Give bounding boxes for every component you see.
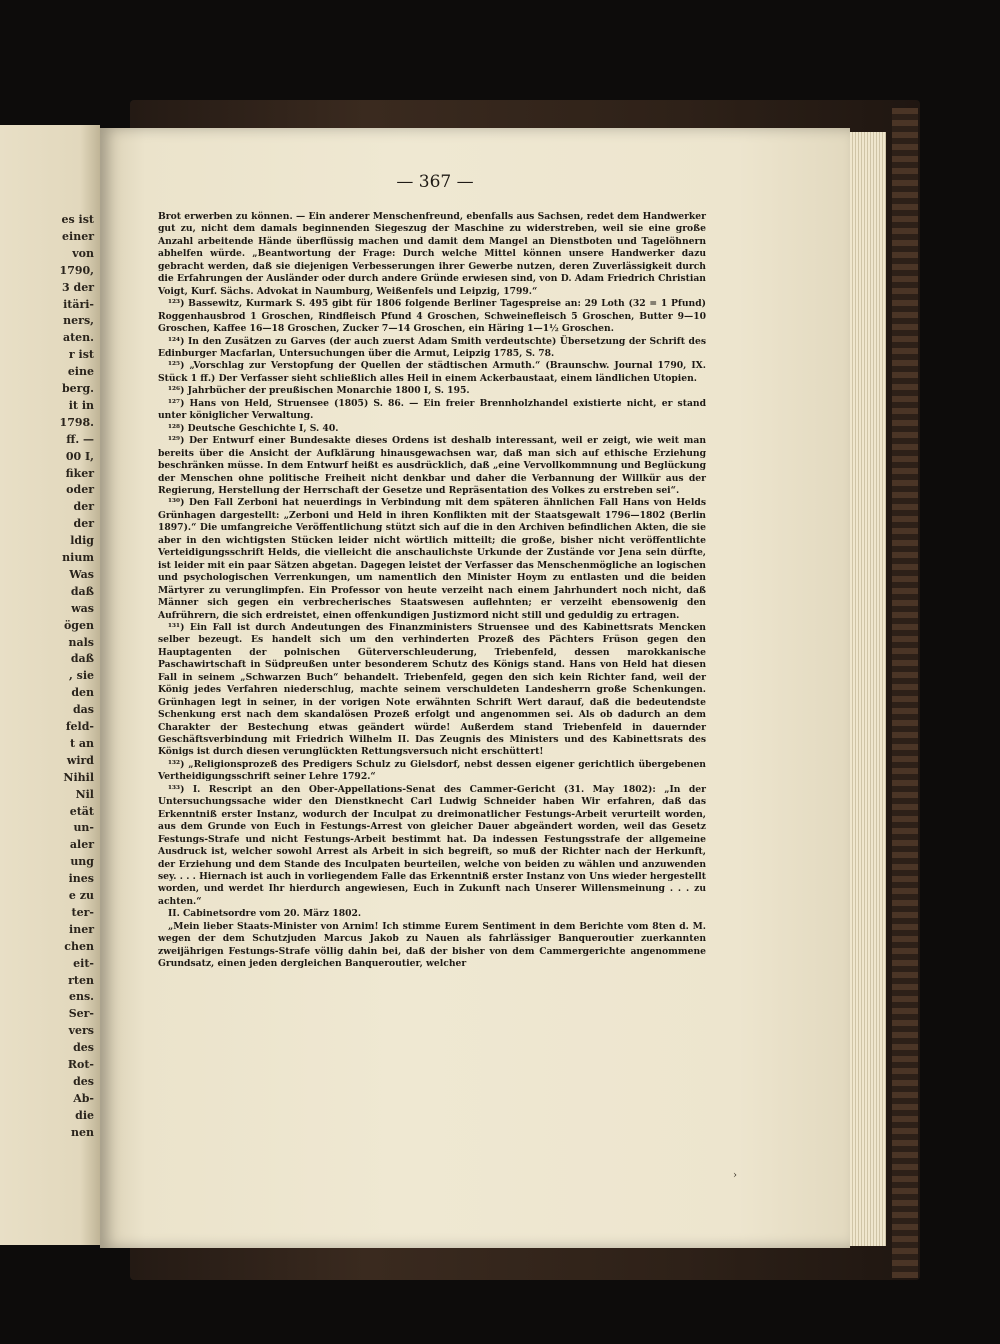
stray-mark: ›	[733, 1170, 737, 1181]
left-page-fragment: un-	[73, 821, 94, 835]
left-page-fragment: chen	[64, 939, 94, 953]
left-page-fragment: Rot-	[67, 1058, 94, 1071]
left-page-fragment: 3 der	[62, 280, 94, 294]
page-text	[158, 211, 706, 971]
left-page-fragment: nen	[71, 1125, 94, 1139]
left-page-fragment: der	[73, 517, 94, 531]
left-page-fragment: ung	[70, 855, 94, 869]
left-page-fragment: fiker	[65, 466, 94, 480]
left-page-fragment: r ist	[68, 348, 94, 362]
cabinet-order-text: „Mein lieber Staats-Minister von Arnim! Ich stimme Eurem Sentiment in dem Berichte vom 8ten d. M. wegen der dem Schutzjuden Marcus Jakob zu Nauen als fahrlässiger Banqueroutier zuerkannten zweijährigen Festungs-Strafe völlig dahin bei, daß der bisher von dem Cammergerichte angenommene Grundsatz, einen jeden dergleichen Banqueroutier, welcher	[158, 920, 706, 970]
left-page-fragment: Nihil	[63, 770, 94, 784]
left-page-fragment: Was	[69, 567, 94, 581]
left-page-fragment: it in	[68, 398, 94, 412]
left-page-fragment: ff. —	[66, 432, 94, 446]
left-page-fragment: es ist	[61, 213, 94, 226]
left-page-fragment: 1790,	[59, 263, 94, 277]
left-page-fragment: Nil	[75, 787, 94, 801]
left-page-fragment: aten.	[62, 331, 94, 345]
left-page-fragment: ter-	[71, 905, 94, 919]
footnote-124: ¹²⁴) In den Zusätzen zu Garves (der auch zuerst Adam Smith verdeutschte) Übersetzung der Schrift des Edinburger Macfarlan, Untersuchungen über die Armut, Leipzig 1785, S. 78.	[158, 335, 706, 359]
left-page-fragment: feld-	[65, 720, 94, 733]
left-page-fragment: den	[71, 686, 94, 700]
footnote-127: ¹²⁷) Hans von Held, Struensee (1805) S. 86. — Ein freier Brennholzhandel existierte nicht, er stand unter königlicher Verwaltung.	[158, 397, 706, 422]
left-page-fragment: ldig	[70, 534, 94, 548]
left-page-fragment: einer	[62, 229, 94, 243]
footnote-133: ¹³³) I. Rescript an den Ober-Appellations-Senat des Cammer-Gericht (31. May 1802): „In der Untersuchungssache wider den Dienstknecht Carl Ludwig Schneider haben Wir erfahren, daß das Erkenntniß erster Instanz, wodurch der Inculpat zu dreimonatlicher Festungs-Arbeit verurteilt worden, aus dem Grunde von Euch in Festungs-Arrest von gleicher Dauer abgeändert worden, weil das Gesetz Festungs-Strafe und nicht Festungs-Arbeit bestimmt hat. Da indessen Festungsstrafe der allgemeine Ausdruck ist, welcher sowohl Arrest als Arbeit in sich begreift, so muß der Richter nach der Herkunft, der Erziehung und dem Stande des Inculpaten beurteilen, welche von beiden zu wählen und anzuwenden sey. . . . Hiernach ist auch in vorliegendem Falle das Erkenntniß erster Instanz von Uns wieder hergestellt worden, und werdet Ihr hierdurch angewiesen, Euch in Zukunft nach Unserer Willensmeinung . . . zu achten.“	[158, 783, 706, 907]
footnote-125: ¹²⁵) „Vorschlag zur Verstopfung der Quellen der städtischen Armuth.“ (Braunschw. Journal 1790, IX. Stück 1 ff.) Der Verfasser sieht schließlich alles Heil in einem Ackerbaustaat, einem ländlichen Utopien.	[158, 360, 706, 384]
footnote-126: ¹²⁶) Jahrbücher der preußischen Monarchie 1800 I, S. 195.	[168, 385, 470, 397]
left-page-fragment: des	[73, 1074, 94, 1088]
left-page-fragment: wird	[66, 753, 94, 767]
left-page-fragment: nium	[62, 551, 94, 564]
footnote-123: ¹²³) Bassewitz, Kurmark S. 495 gibt für 1806 folgende Berliner Tagespreise an: 29 Loth (32 = 1 Pfund) Roggenhausbrod 1 Groschen, Rindfleisch Pfund 4 Groschen, Schweinefleisch 5 Groschen, Butter 9—10 Groschen, Kaffee 16—18 Groschen, Zucker 7—14 Groschen, ein Häring 1—1½ Groschen.	[158, 298, 706, 335]
left-page-fragment: e zu	[68, 889, 94, 902]
left-page-fragment: des	[73, 1041, 94, 1055]
left-page-fragment: vers	[68, 1024, 94, 1038]
left-page-fragment: daß	[70, 584, 94, 598]
left-page-fragment: Ser-	[68, 1007, 94, 1021]
left-page-fragment: 00 I,	[65, 449, 94, 463]
page-number: — 367 —	[396, 172, 474, 192]
left-page-fragment: ögen	[63, 618, 94, 632]
left-page-fragment: ines	[68, 872, 94, 886]
left-page-fragment: Ab-	[73, 1091, 94, 1105]
left-page-fragment: ners,	[63, 314, 94, 328]
left-page-fragment: daß	[70, 652, 94, 666]
left-page-fragment: t an	[69, 736, 94, 750]
footnote-131: ¹³¹) Ein Fall ist durch Andeutungen des Finanzministers Struensee und des Kabinettsrats Mencken selber bezeugt. Es handelt sich um den verhinderten Prozeß des Pächters Früson gegen den Hauptagenten der polnischen Güterverschleuderung, Triebenfeld, dessen marokkanische Paschawirtschaft in Südpreußen unter besonderem Schutz des Königs stand. Hans von Held hat diesen Fall in seinem „Schwarzen Buch“ behandelt. Triebenfeld, gegen den sich kein Richter fand, weil der König jedes Verfahren niederschlug, machte seinem verschuldeten Landesherrn große Schenkungen. Grünhagen legt in seiner, in der vorigen Note erwähnten Schrift Wert darauf, daß die bedeutendste Schenkung erst nach dem skandalösen Prozeß erfolgt und angenommen sei. Als ob dadurch an dem Charakter der Bestechung etwas geändert würde! Außerdem stand Triebenfeld in dauernder Geschäftsverbindung mit Friedrich Wilhelm II. Das Zeugnis des Ministers und des Kabinettsrats des Königs ist durch diesen verunglückten Rettungsversuch nicht erschüttert!	[158, 621, 706, 758]
left-page-fragment: iner	[69, 922, 94, 936]
footnote-130: ¹³⁰) Den Fall Zerboni hat neuerdings in Verbindung mit dem späteren ähnlichen Fall Hans von Helds Grünhagen dargestellt: „Zerboni und Held in ihren Konflikten mit der Staatsgewalt 1796—1802 (Berlin 1897).“ Die umfangreiche Veröffentlichung stützt sich auf die in den Archiven befindlichen Akten, die sie aber in den wichtigsten Stücken leider nicht wörtlich mitteilt; die große, bisher nicht veröffentlichte Verteidigungsschrift Helds, die vielleicht die anschaulichste Urkunde der Zustände vor Jena sein dürfte, ist leider mit ein paar Sätzen abgetan. Dagegen leistet der Verfasser das Menschenmögliche an logischen und psychologischen Verrenkungen, um namentlich den Minister Hoym zu entlasten und die beiden Märtyrer zu verunglimpfen. Ein Professor von heute verzeiht nach einem Jahrhundert noch nicht, daß Männer sich gegen ein verbrecherisches Staatswesen auflehnten; er verzeiht ebensowenig den Aufrührern, die sich erdreistet, einen offenkundigen Justizmord nicht still und geduldig zu ertragen.	[158, 497, 706, 621]
left-page-fragment: aler	[69, 838, 94, 852]
left-page-fragment: etät	[69, 804, 94, 818]
left-page-fragment: das	[72, 703, 94, 717]
left-page-fragment: berg.	[61, 382, 94, 395]
left-page-fragment: die	[75, 1108, 94, 1122]
left-page-fragment: der	[73, 500, 94, 514]
left-page-fragment: ens.	[68, 990, 94, 1004]
left-page-fragment: was	[71, 601, 94, 615]
paragraph-continuation: Brot erwerben zu können. — Ein anderer Menschenfreund, ebenfalls aus Sachsen, redet dem Handwerker gut zu, nicht dem damals beginnenden Siegeszug der Maschine zu widerstreben, weil sie eine große Anzahl arbeitende Hände überflüssig machen und damit dem Mangel an Dienstboten und Tagelöhnern abhelfen würde. „Beantwortung der Frage: Durch welche Mittel können unsere Handwerker dazu gebracht werden, daß sie diejenigen Verbesserungen ihrer Gewerbe nutzen, deren Zuverlässigkeit durch die Erfahrungen der Ausländer oder durch andere Gründe erwiesen sind, von D. Adam Friedrich Christian Voigt, Kurf. Sächs. Advokat in Naumburg, Weißenfels und Leipzig, 1799.“	[158, 211, 706, 297]
left-page-fragment: von	[72, 246, 94, 260]
left-page-fragment: rten	[68, 973, 94, 987]
left-page-fragment: 1798.	[59, 415, 94, 429]
cabinet-order-heading: II. Cabinetsordre vom 20. März 1802.	[168, 908, 362, 920]
page-block-edges	[850, 132, 886, 1246]
footnote-129: ¹²⁹) Der Entwurf einer Bundesakte dieses Ordens ist deshalb interessant, weil er zeigt, wie weit man bereits über die Ansicht der Aufklärung hinausgewachsen war, daß man sich auf ethische Erziehung beschränken müsse. In dem Entwurf heißt es ausdrücklich, daß „eine Vervollkommnung und Beglückung der Menschen ohne politische Freiheit nicht denkbar und daher die Verbannung der Willkür aus der Regierung, Herstellung der Herrschaft der Gesetze und Repräsentation des Volkes zu erstreben sei“.	[158, 435, 706, 496]
cover-edge	[892, 108, 918, 1278]
footnote-132: ¹³²) „Religionsprozeß des Predigers Schulz zu Gielsdorf, nebst dessen eigener gerichtlich übergebenen Vertheidigungsschrift seiner Lehre 1792.“	[158, 758, 706, 783]
left-page-fragment: eine	[67, 365, 94, 379]
footnote-128: ¹²⁸) Deutsche Geschichte I, S. 40.	[168, 422, 339, 434]
left-page-fragment: eit-	[73, 956, 94, 970]
left-page-edge	[0, 125, 100, 1245]
left-page-fragment: oder	[66, 483, 94, 497]
left-page-fragment: , sie	[68, 669, 94, 683]
left-page-fragment: itäri-	[63, 297, 94, 311]
left-page-fragment: nals	[68, 635, 94, 649]
